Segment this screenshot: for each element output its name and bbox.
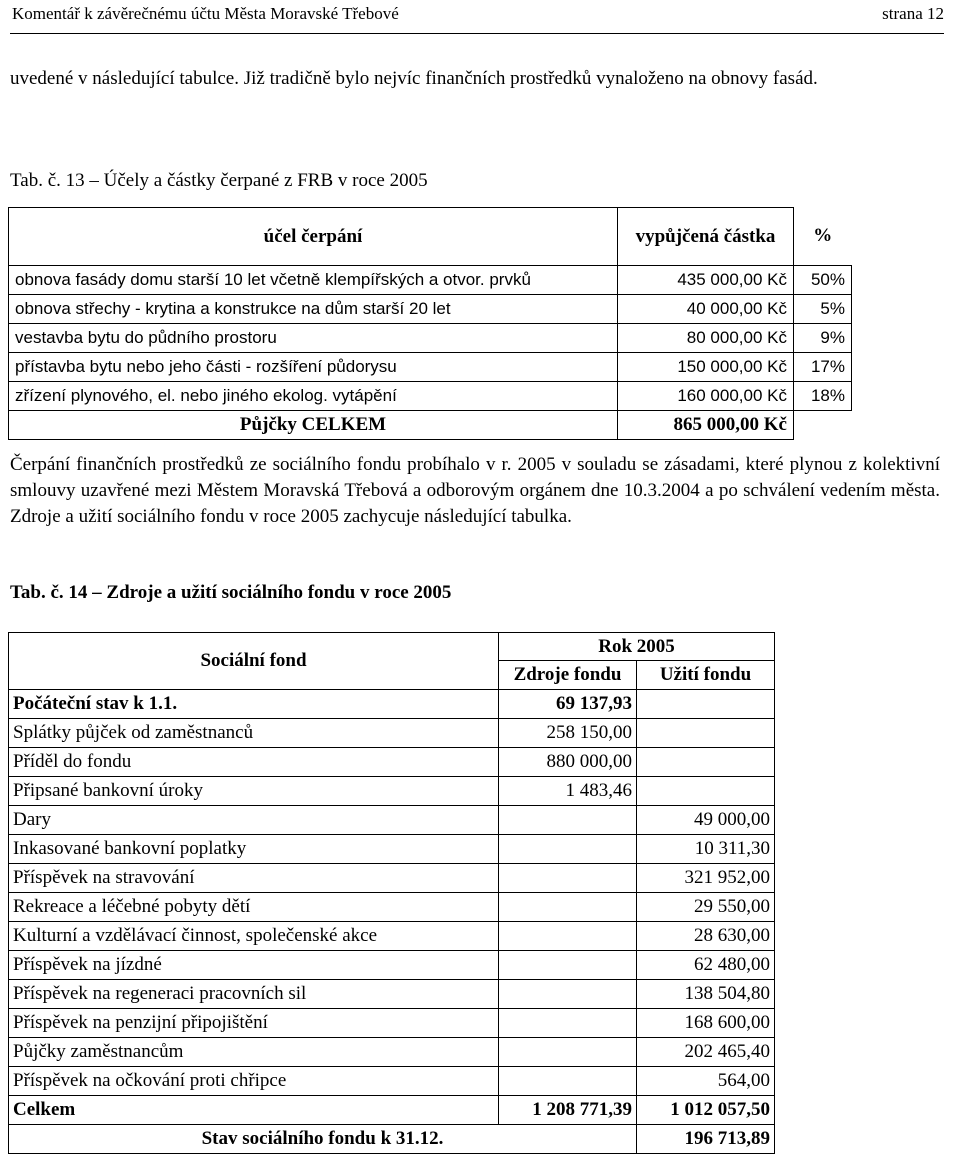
balance-value: 196 713,89 xyxy=(637,1125,775,1154)
source-value xyxy=(499,806,637,835)
source-value: 69 137,93 xyxy=(499,690,637,719)
item-label: Rekreace a léčebné pobyty dětí xyxy=(9,893,499,922)
table-row xyxy=(9,266,852,295)
use-value: 168 600,00 xyxy=(637,1009,775,1038)
item-label: Půjčky zaměstnancům xyxy=(9,1038,499,1067)
total-sources: 1 208 771,39 xyxy=(499,1096,637,1125)
header-uses: Užití fondu xyxy=(637,661,775,690)
total-label: Půjčky CELKEM xyxy=(9,411,618,440)
source-value: 1 483,46 xyxy=(499,777,637,806)
percent-cell: 5% xyxy=(794,295,852,324)
table-row xyxy=(9,1038,775,1067)
total-uses: 1 012 057,50 xyxy=(637,1096,775,1125)
item-label: Kulturní a vzdělávací činnost, společenské akce xyxy=(9,922,499,951)
percent-cell: 17% xyxy=(794,353,852,382)
amount-cell: 150 000,00 Kč xyxy=(618,353,794,382)
source-value xyxy=(499,1009,637,1038)
purpose-cell: vestavba bytu do půdního prostoru xyxy=(9,324,618,353)
source-value xyxy=(499,864,637,893)
table-row xyxy=(9,893,775,922)
item-label: Příspěvek na penzijní připojištění xyxy=(9,1009,499,1038)
use-value: 62 480,00 xyxy=(637,951,775,980)
use-value: 10 311,30 xyxy=(637,835,775,864)
use-value xyxy=(637,777,775,806)
amount-cell: 80 000,00 Kč xyxy=(618,324,794,353)
item-label: Inkasované bankovní poplatky xyxy=(9,835,499,864)
item-label: Příspěvek na regeneraci pracovních sil xyxy=(9,980,499,1009)
table-row xyxy=(9,806,775,835)
table-row xyxy=(9,864,775,893)
body-paragraph: Čerpání finančních prostředků ze sociálního fondu probíhalo v r. 2005 v souladu se zásadami, které plynou z kolektivní smlouvy uzavřené mezi Městem Moravská Třebová a odborovým orgánem dne 10.3.2004 a po schválení vedením města. Zdroje a užití sociálního fondu v roce 2005 zachycuje následující tabulka. xyxy=(10,454,940,527)
header-percent: % xyxy=(813,225,833,247)
use-value: 28 630,00 xyxy=(637,922,775,951)
table-row xyxy=(9,980,775,1009)
table-row xyxy=(9,777,775,806)
amount-cell: 160 000,00 Kč xyxy=(618,382,794,411)
total-row xyxy=(9,1096,775,1125)
table-row xyxy=(9,324,852,353)
purpose-cell: obnova fasády domu starší 10 let včetně klempířských a otvor. prvků xyxy=(9,266,618,295)
balance-row xyxy=(9,1125,775,1154)
item-label: Připsané bankovní úroky xyxy=(9,777,499,806)
page-number: strana 12 xyxy=(882,4,944,23)
table-14 xyxy=(8,632,775,1154)
item-label: Příspěvek na jízdné xyxy=(9,951,499,980)
percent-cell: 18% xyxy=(794,382,852,411)
total-label: Celkem xyxy=(9,1096,499,1125)
source-value xyxy=(499,835,637,864)
intro-paragraph: uvedené v následující tabulce. Již tradičně bylo nejvíc finančních prostředků vynaloženo na obnovy fasád. xyxy=(10,68,818,89)
percent-cell: 9% xyxy=(794,324,852,353)
header-sources: Zdroje fondu xyxy=(499,661,637,690)
document-title: Komentář k závěrečnému účtu Města Moravské Třebové xyxy=(12,4,399,23)
total-amount: 865 000,00 Kč xyxy=(618,411,794,440)
use-value xyxy=(637,690,775,719)
item-label: Příspěvek na stravování xyxy=(9,864,499,893)
table-row xyxy=(9,382,852,411)
table-row xyxy=(9,719,775,748)
item-label: Splátky půjček od zaměstnanců xyxy=(9,719,499,748)
table-row xyxy=(9,951,775,980)
header-year: Rok 2005 xyxy=(499,633,775,661)
source-value xyxy=(499,951,637,980)
item-label: Příděl do fondu xyxy=(9,748,499,777)
item-label: Dary xyxy=(9,806,499,835)
table-row xyxy=(9,690,775,719)
use-value: 321 952,00 xyxy=(637,864,775,893)
amount-cell: 40 000,00 Kč xyxy=(618,295,794,324)
table14-header-row xyxy=(9,633,775,661)
use-value: 138 504,80 xyxy=(637,980,775,1009)
source-value xyxy=(499,922,637,951)
use-value xyxy=(637,748,775,777)
source-value xyxy=(499,980,637,1009)
total-row xyxy=(9,411,852,440)
table14-caption: Tab. č. 14 – Zdroje a užití sociálního fondu v roce 2005 xyxy=(10,582,452,603)
use-value xyxy=(637,719,775,748)
source-value: 258 150,00 xyxy=(499,719,637,748)
use-value: 29 550,00 xyxy=(637,893,775,922)
use-value: 49 000,00 xyxy=(637,806,775,835)
page-header xyxy=(10,0,944,34)
use-value: 202 465,40 xyxy=(637,1038,775,1067)
source-value xyxy=(499,1067,637,1096)
header-amount: vypůjčená částka xyxy=(618,208,794,266)
header-purpose: účel čerpání xyxy=(9,208,618,266)
table-row xyxy=(9,1009,775,1038)
source-value xyxy=(499,893,637,922)
table-row xyxy=(9,835,775,864)
empty-cell xyxy=(794,411,852,440)
table-13 xyxy=(8,207,852,440)
table-row xyxy=(9,1067,775,1096)
purpose-cell: zřízení plynového, el. nebo jiného ekolog. vytápění xyxy=(9,382,618,411)
table-row xyxy=(9,295,852,324)
purpose-cell: obnova střechy - krytina a konstrukce na dům starší 20 let xyxy=(9,295,618,324)
purpose-cell: přístavba bytu nebo jeho části - rozšíření půdorysu xyxy=(9,353,618,382)
header-social-fund: Sociální fond xyxy=(9,633,499,690)
table-row xyxy=(9,922,775,951)
use-value: 564,00 xyxy=(637,1067,775,1096)
source-value: 880 000,00 xyxy=(499,748,637,777)
table-row xyxy=(9,748,775,777)
source-value xyxy=(499,1038,637,1067)
balance-label: Stav sociálního fondu k 31.12. xyxy=(9,1125,637,1154)
table13-header-row xyxy=(9,208,852,266)
table13-caption: Tab. č. 13 – Účely a částky čerpané z FRB v roce 2005 xyxy=(10,170,428,191)
item-label: Příspěvek na očkování proti chřipce xyxy=(9,1067,499,1096)
percent-cell: 50% xyxy=(794,266,852,295)
item-label: Počáteční stav k 1.1. xyxy=(9,690,499,719)
amount-cell: 435 000,00 Kč xyxy=(618,266,794,295)
table-row xyxy=(9,353,852,382)
